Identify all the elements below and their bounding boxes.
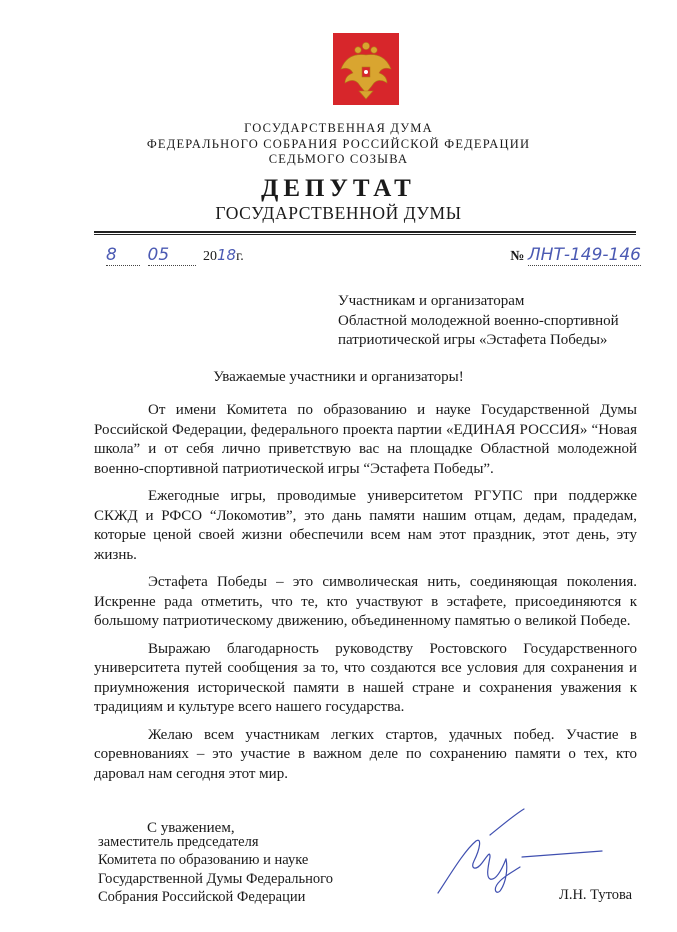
letter-greeting: Уважаемые участники и организаторы! [213,369,464,385]
addressee-line-3: патриотической игры «Эстафета Победы» [338,332,608,348]
addressee-block [338,292,619,351]
org-line-2: ФЕДЕРАЛЬНОГО СОБРАНИЯ РОССИЙСКОЙ ФЕДЕРАЦИИ [146,136,531,151]
handwritten-signature [430,805,605,900]
addressee-line-1: Участникам и организаторам [338,293,525,309]
date-year-prefix: 20 [203,249,217,264]
position-line-1: заместитель председателя [98,834,259,850]
org-line-3: СЕДЬМОГО СОЗЫВА [268,152,409,166]
signer-position [98,833,333,906]
date-day: 8 [106,245,117,265]
letter-body [94,401,637,792]
body-paragraph: Ежегодные игры, проводимые университетом РГУПС при поддержке СКЖД и РФСО “Локомотив”, это дань памяти нашим отцам, дедам, прадедам, которые ценой своей жизни обеспечили всем нам этот праздник, этот день, эту жизнь. [94,488,637,563]
addressee-line-2: Областной молодежной военно-спортивной [338,312,619,329]
position-line-3: Государственной Думы Федерального [98,870,334,887]
coat-of-arms-icon [331,33,401,105]
document-date [106,245,244,266]
closing-regards: С уважением, [147,820,235,836]
signer-name: Л.Н. Тутова [559,887,633,903]
date-suffix: г. [236,249,244,264]
date-month: 05 [147,245,170,265]
position-line-2: Комитета по образованию и науке [98,852,309,869]
organization-header [0,121,677,168]
body-paragraph: Эстафета Победы – это символическая нить, соединяющая поколения. Искренне рада отметить, что те, кто участвуют в эстафете, присоединяются к большому патриотическому движению, объединенному памятью о великой Победе. [94,574,637,629]
number-value: ЛНТ-149-146 [527,245,641,265]
header-divider [94,231,636,233]
body-paragraph: От имени Комитета по образованию и науке Государственной Думы Российской Федерации, федерального проекта партии «ЕДИНАЯ РОССИЯ» “Новая школа” и от себя лично приветствую вас на площадке Областной молодежной военно-спортивной патриотической игры “Эстафета Победы”. [94,402,637,477]
body-paragraph: Желаю всем участникам легких стартов, удачных побед. Участие в соревнованиях – это участие в важном деле по сохранению памяти о тех, кто даровал нам сегодня этот мир. [94,726,637,782]
date-year-suffix: 18 [217,246,237,264]
document-number [510,245,641,266]
position-line-4: Собрания Российской Федерации [98,888,306,905]
number-label: № [510,249,525,264]
letterhead-title: ДЕПУТАТ [261,175,416,202]
header-divider-thin [94,234,636,235]
org-line-1: ГОСУДАРСТВЕННАЯ ДУМА [244,121,433,135]
body-paragraph: Выражаю благодарность руководству Ростовского Государственного университета путей сообщения за то, что создаются все условия для сохранения и приумножения исторической памяти в нашей стране и сохранения уважения к традициям и культуре всего нашего государства. [94,640,637,715]
letterhead-subtitle: ГОСУДАРСТВЕННОЙ ДУМЫ [215,203,462,223]
